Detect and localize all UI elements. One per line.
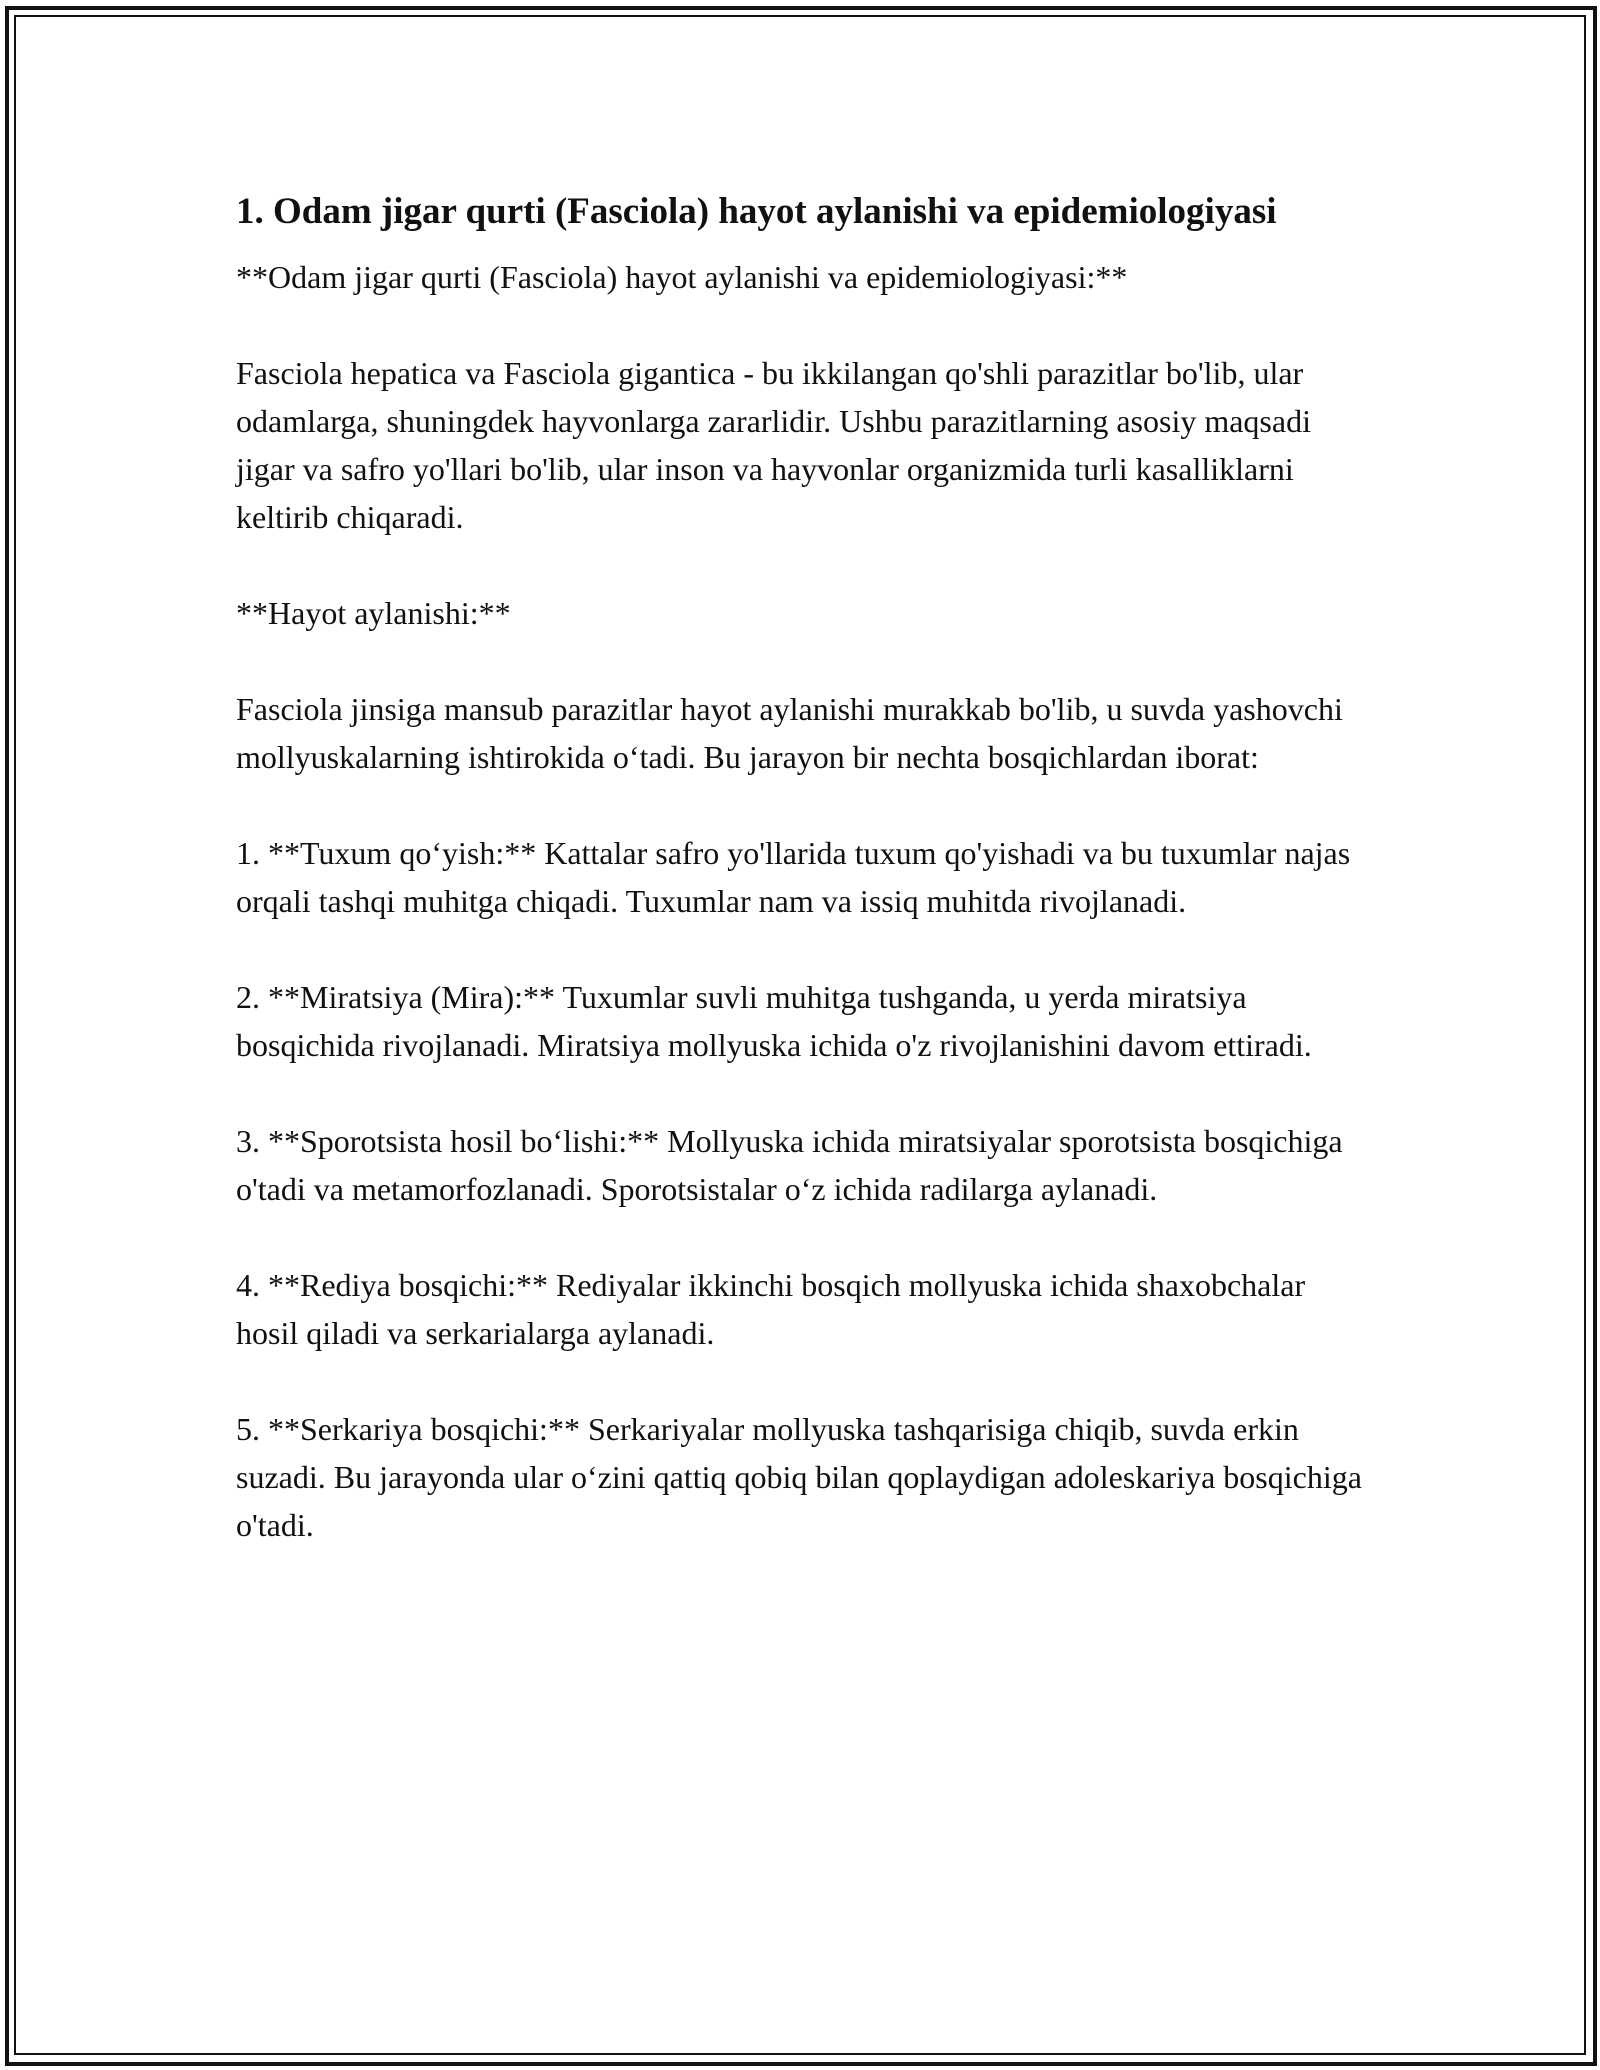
list-item-miracidium: 2. **Miratsiya (Mira):** Tuxumlar suvli muhitga tushganda, u yerda miratsiya bosqichida rivojlanadi. Miratsiya mollyuska ichida o'z rivojlanishini davom ettiradi.	[236, 979, 1312, 1063]
paragraph-heading-intro: **Odam jigar qurti (Fasciola) hayot aylanishi va epidemiologiyasi:**	[236, 259, 1128, 295]
list-item-cercaria: 5. **Serkariya bosqichi:** Serkariyalar mollyuska tashqarisiga chiqib, suvda erkin suzadi. Bu jarayonda ular o‘zini qattiq qobiq bilan qoplaydigan adoleskariya bosqichiga o'tadi.	[236, 1411, 1362, 1543]
paragraph-heading-life-cycle: **Hayot aylanishi:**	[236, 595, 511, 631]
page-title: 1. Odam jigar qurti (Fasciola) hayot aylanishi va epidemiologiyasi	[236, 191, 1277, 232]
list-item-sporocyst: 3. **Sporotsista hosil bo‘lishi:** Mollyuska ichida miratsiyalar sporotsista bosqichiga o'tadi va metamorfozlanadi. Sporotsistalar o‘z ichida radilarga aylanadi.	[236, 1123, 1343, 1207]
paragraph-overview: Fasciola hepatica va Fasciola gigantica - bu ikkilangan qo'shli parazitlar bo'lib, ular odamlarga, shuningdek hayvonlarga zararlidir. Ushbu parazitlarning asosiy maqsadi jigar va safro yo'llari bo'lib, ular inson va hayvonlar organizmida turli kasalliklarni keltirib chiqaradi.	[236, 355, 1311, 535]
list-item-egg-laying: 1. **Tuxum qo‘yish:** Kattalar safro yo'llarida tuxum qo'yishadi va bu tuxumlar najas orqali tashqi muhitga chiqadi. Tuxumlar nam va issiq muhitda rivojlanadi.	[236, 835, 1351, 919]
paragraph-life-cycle-intro: Fasciola jinsiga mansub parazitlar hayot aylanishi murakkab bo'lib, u suvda yashovchi mollyuskalarning ishtirokida o‘tadi. Bu jarayon bir nechta bosqichlardan iborat:	[236, 691, 1343, 775]
list-item-redia: 4. **Rediya bosqichi:** Rediyalar ikkinchi bosqich mollyuska ichida shaxobchalar hosil qiladi va serkarialarga aylanadi.	[236, 1267, 1306, 1351]
document-body	[236, 184, 1366, 1597]
